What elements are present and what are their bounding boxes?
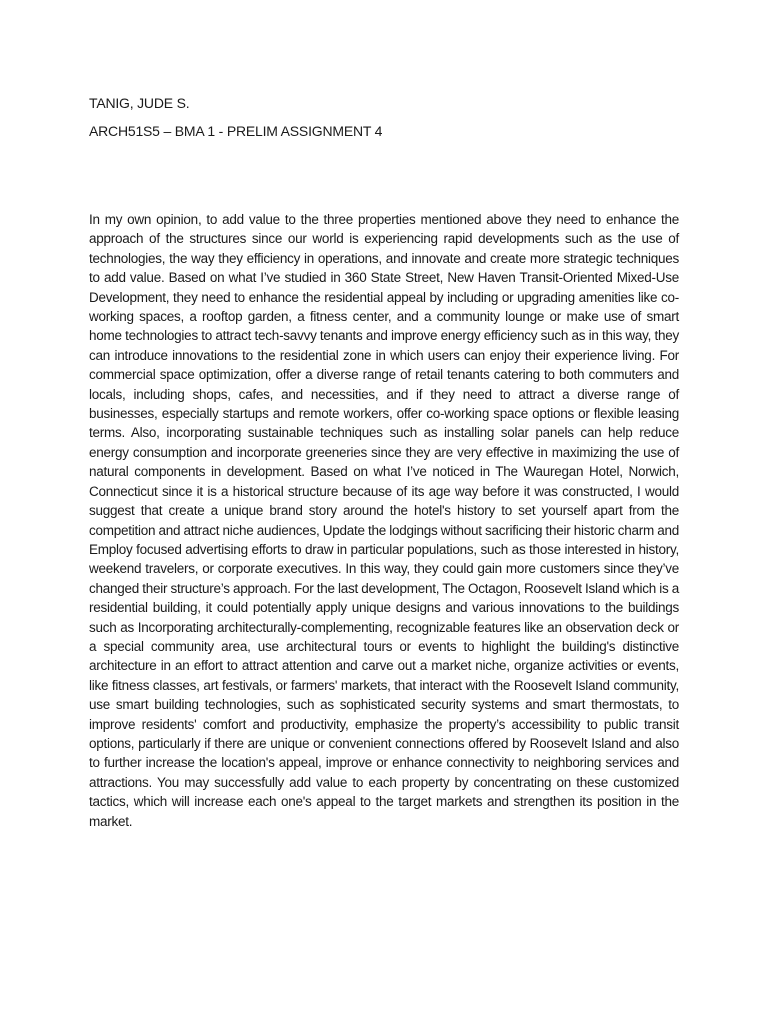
author-name: TANIG, JUDE S. [89,95,190,111]
body-paragraph: In my own opinion, to add value to the three properties mentioned above they need to enhance the approach of the structures since our world is experiencing rapid developments such as the use of technologies, the way they efficiency in operations, and innovate and create more strategic techniques to add value. Based on what I’ve studied in 360 State Street, New Haven Transit-Oriented Mixed-Use Development, they need to enhance the residential appeal by including or upgrading amenities like co-working spaces, a rooftop garden, a fitness center, and a community lounge or make use of smart home technologies to attract tech-savvy tenants and improve energy efficiency such as in this way, they can introduce innovations to the residential zone in which users can enjoy their experience living. For commercial space optimization, offer a diverse range of retail tenants catering to both commuters and locals, including shops, cafes, and necessities, and if they need to attract a diverse range of businesses, especially startups and remote workers, offer co-working space options or flexible leasing terms. Also, incorporating sustainable techniques such as installing solar panels can help reduce energy consumption and incorporate greeneries since they are very effective in maximizing the use of natural components in development. Based on what I’ve noticed in The Wauregan Hotel, Norwich, Connecticut since it is a historical structure because of its age way before it was constructed, I would suggest that create a unique brand story around the hotel's history to set yourself apart from the competition and attract niche audiences, Update the lodgings without sacrificing their historic charm and Employ focused advertising efforts to draw in particular populations, such as those interested in history, weekend travelers, or corporate executives. In this way, they could gain more customers since they’ve changed their structure’s approach. For the last development, The Octagon, Roosevelt Island which is a residential building, it could potentially apply unique designs and various innovations to the buildings such as Incorporating architecturally-complementing, recognizable features like an observation deck or a special community area, use architectural tours or events to highlight the building's distinctive architecture in an effort to attract attention and carve out a market niche, organize activities or events, like fitness classes, art festivals, or farmers' markets, that interact with the Roosevelt Island community, use smart building technologies, such as sophisticated security systems and smart thermostats, to improve residents' comfort and productivity, emphasize the property’s accessibility to public transit options, particularly if there are unique or convenient connections offered by Roosevelt Island and also to further increase the location's appeal, improve or enhance connectivity to neighboring services and attractions. You may successfully add value to each property by concentrating on these customized tactics, which will increase each one's appeal to the target markets and strengthen its position in the market. [89,212,679,829]
course-assignment-line: ARCH51S5 – BMA 1 - PRELIM ASSIGNMENT 4 [89,123,383,139]
